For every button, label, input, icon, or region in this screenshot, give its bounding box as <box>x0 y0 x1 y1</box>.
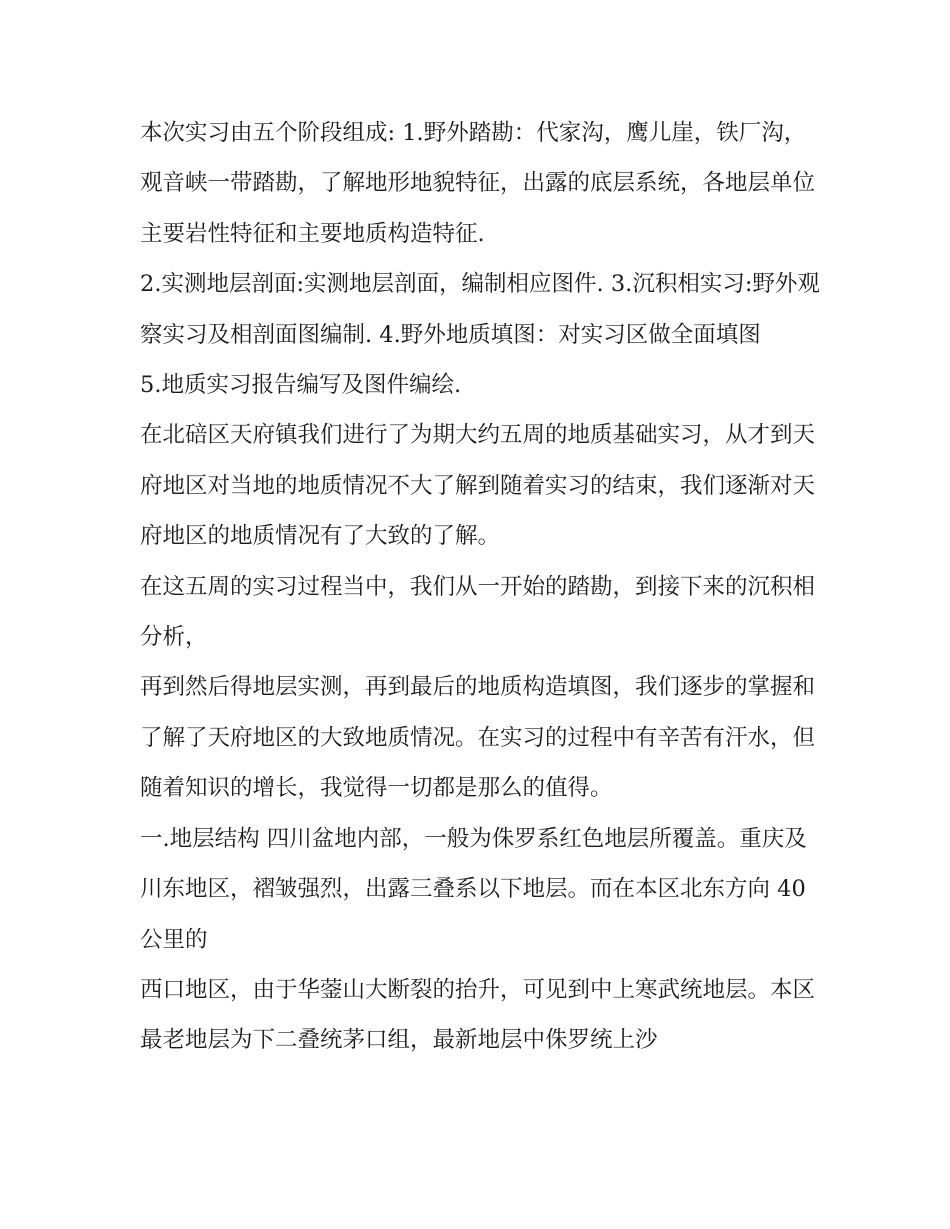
paragraph-process-start: 在这五周的实习过程当中，我们从一开始的踏勘，到接下来的沉积相分析， <box>140 573 816 651</box>
paragraph-stages-2-4: 2.实测地层剖面:实测地层剖面，编制相应图件. 3.沉积相实习:野外观察实习及相剖面图编制. 4.野外地质填图：对实习区做全面填图 <box>140 271 820 348</box>
paragraph-stage-5: 5.地质实习报告编写及图件编绘. <box>140 372 462 399</box>
paragraph-stages-overview: 本次实习由五个阶段组成: 1.野外踏勘：代家沟，鹰儿崖，铁厂沟，观音峡一带踏勘，了解地形地貌特征，出露的底层系统，各地层单位主要岩性特征和主要地质构造特征. <box>140 120 816 247</box>
paragraph-xikou-area: 西口地区，由于华蓥山大断裂的抬升，可见到中上寒武统地层。本区最老地层为下二叠统茅口组，最新地层中侏罗统上沙 <box>140 976 816 1054</box>
paragraph-process-end: 再到然后得地层实测，再到最后的地质构造填图，我们逐步的掌握和了解了天府地区的大致地质情况。在实习的过程中有辛苦有汗水，但随着知识的增长，我觉得一切都是那么的值得。 <box>140 674 816 802</box>
document-body <box>140 108 820 1066</box>
paragraph-stratigraphy: 一.地层结构 四川盆地内部，一般为侏罗系红色地层所覆盖。重庆及川东地区，褶皱强烈，出露三叠系以下地层。而在本区北东方向 40 公里的 <box>140 825 813 953</box>
paragraph-internship-intro: 在北碚区天府镇我们进行了为期大约五周的地质基础实习，从才到天府地区对当地的地质情况不大了解到随着实习的结束，我们逐渐对天府地区的地质情况有了大致的了解。 <box>140 422 816 550</box>
